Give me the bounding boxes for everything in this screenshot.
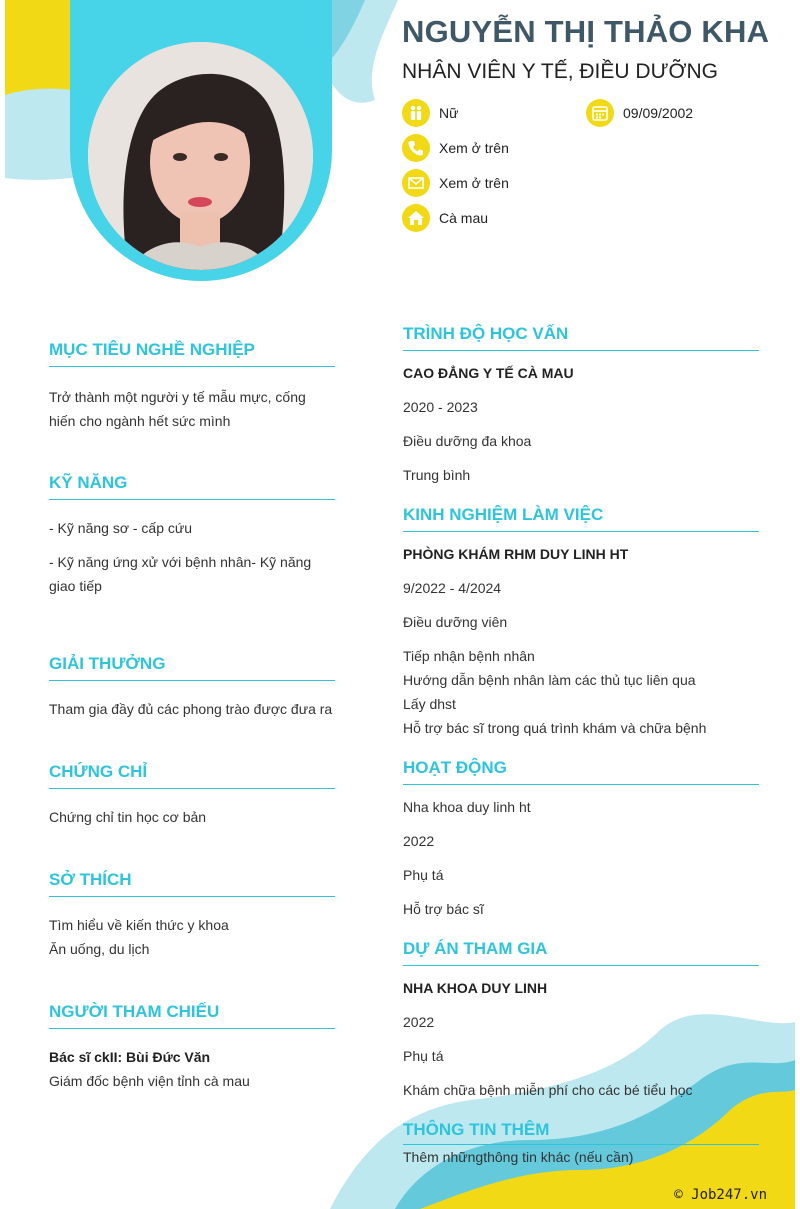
activities-section bbox=[403, 758, 759, 921]
reference-name: Bác sĩ ckII: Bùi Đức Văn bbox=[49, 1049, 211, 1065]
address-value: Cà mau bbox=[439, 210, 489, 226]
experience-position: Điều dưỡng viên bbox=[403, 614, 508, 630]
skill-item: - Kỹ năng sơ - cấp cứu bbox=[49, 520, 193, 536]
envelope-icon bbox=[402, 169, 430, 197]
education-grade: Trung bình bbox=[403, 467, 471, 483]
extra-title: THÔNG TIN THÊM bbox=[403, 1120, 550, 1139]
address-row bbox=[402, 203, 488, 233]
skill-item: - Kỹ năng ứng xử với bệnh nhân- Kỹ năng giao tiếp bbox=[49, 554, 312, 594]
hobbies-title: SỞ THÍCH bbox=[49, 870, 132, 889]
section-divider bbox=[49, 499, 335, 500]
phone-row bbox=[402, 133, 509, 163]
home-icon bbox=[402, 204, 430, 232]
candidate-name: NGUYỄN THỊ THẢO KHA bbox=[402, 14, 770, 49]
references-title: NGƯỜI THAM CHIẾU bbox=[49, 1002, 220, 1021]
activity-org: Nha khoa duy linh ht bbox=[403, 799, 531, 815]
education-section bbox=[403, 324, 759, 487]
references-section bbox=[49, 1002, 335, 1093]
hobby-item: Ăn uống, du lịch bbox=[49, 941, 150, 957]
experience-title: KINH NGHIỆM LÀM VIỆC bbox=[403, 505, 604, 524]
section-divider bbox=[403, 784, 759, 785]
dob-row bbox=[586, 98, 693, 128]
experience-period: 9/2022 - 4/2024 bbox=[403, 580, 502, 596]
activity-desc: Hỗ trợ bác sĩ bbox=[403, 901, 484, 917]
objective-title: MỤC TIÊU NGHỀ NGHIỆP bbox=[49, 340, 255, 359]
avatar bbox=[88, 42, 313, 270]
project-year: 2022 bbox=[403, 1014, 435, 1030]
experience-duty: Lấy dhst bbox=[403, 696, 456, 712]
experience-duty: Hỗ trợ bác sĩ trong quá trình khám và chữa bệnh bbox=[403, 720, 707, 736]
section-divider bbox=[49, 896, 335, 897]
hobby-item: Tìm hiểu về kiến thức y khoa bbox=[49, 917, 229, 933]
certificates-title: CHỨNG CHỈ bbox=[49, 762, 148, 781]
section-divider bbox=[403, 965, 759, 966]
section-divider bbox=[49, 788, 335, 789]
email-value: Xem ở trên bbox=[439, 175, 509, 191]
experience-duty: Tiếp nhận bệnh nhân bbox=[403, 648, 535, 664]
gender-row bbox=[402, 98, 458, 128]
footer-copyright: © Job247.vn bbox=[674, 1187, 767, 1203]
experience-company: PHÒNG KHÁM RHM DUY LINH HT bbox=[403, 546, 629, 562]
calendar-icon bbox=[586, 99, 614, 127]
certificates-text: Chứng chỉ tin học cơ bản bbox=[49, 809, 207, 825]
education-period: 2020 - 2023 bbox=[403, 399, 478, 415]
education-major: Điều dưỡng đa khoa bbox=[403, 433, 532, 449]
phone-value: Xem ở trên bbox=[439, 140, 509, 156]
section-divider bbox=[403, 350, 759, 351]
activity-role: Phụ tá bbox=[403, 867, 444, 883]
phone-icon bbox=[402, 134, 430, 162]
section-divider bbox=[49, 680, 335, 681]
gender-value: Nữ bbox=[439, 105, 459, 121]
hobbies-section bbox=[49, 870, 335, 961]
project-name: NHA KHOA DUY LINH bbox=[403, 980, 548, 996]
extra-section bbox=[403, 1120, 759, 1169]
skills-title: KỸ NĂNG bbox=[49, 473, 128, 492]
reference-role: Giám đốc bệnh viện tỉnh cà mau bbox=[49, 1073, 250, 1089]
email-row bbox=[402, 168, 509, 198]
awards-title: GIẢI THƯỞNG bbox=[49, 654, 166, 673]
experience-section bbox=[403, 505, 759, 740]
projects-section bbox=[403, 939, 759, 1102]
certificates-section bbox=[49, 762, 335, 829]
education-title: TRÌNH ĐỘ HỌC VẤN bbox=[403, 324, 569, 343]
awards-text: Tham gia đầy đủ các phong trào được đưa ra bbox=[49, 701, 333, 717]
section-divider bbox=[403, 531, 759, 532]
activity-year: 2022 bbox=[403, 833, 435, 849]
section-divider bbox=[49, 1028, 335, 1029]
experience-duty: Hướng dẫn bệnh nhân làm các thủ tục liên qua bbox=[403, 672, 696, 688]
job-title: NHÂN VIÊN Y TẾ, ĐIỀU DƯỠNG bbox=[402, 60, 719, 83]
projects-title: DỰ ÁN THAM GIA bbox=[403, 939, 548, 958]
objective-text: Trở thành một người y tế mẫu mực, cống hiến cho ngành hết sức mình bbox=[49, 389, 306, 429]
project-desc: Khám chữa bệnh miễn phí cho các bé tiểu học bbox=[403, 1082, 693, 1098]
awards-section bbox=[49, 654, 335, 721]
section-divider bbox=[49, 366, 335, 367]
activities-title: HOẠT ĐỘNG bbox=[403, 758, 507, 777]
project-role: Phụ tá bbox=[403, 1048, 444, 1064]
skills-section bbox=[49, 473, 335, 598]
objective-section bbox=[49, 340, 335, 433]
gender-icon bbox=[402, 99, 430, 127]
extra-text: Thêm nhữngthông tin khác (nếu cần) bbox=[403, 1149, 634, 1165]
education-school: CAO ĐẲNG Y TẾ CÀ MAU bbox=[403, 365, 574, 381]
dob-value: 09/09/2002 bbox=[623, 105, 694, 121]
